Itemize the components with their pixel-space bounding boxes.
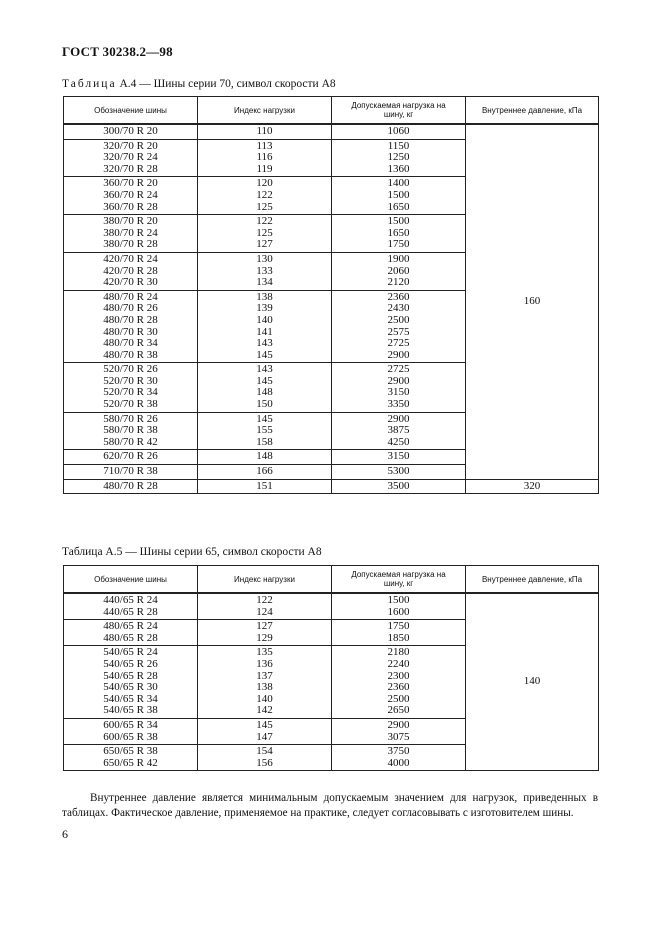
table-a4-load-kg-cell-line: 3350 bbox=[387, 398, 410, 411]
table-a4-load-index-cell bbox=[198, 215, 332, 253]
table-a5-load-kg-cell bbox=[332, 718, 466, 744]
table-a4-load-index-cell-line: 130 bbox=[256, 252, 273, 265]
table-a4-load-kg-cell-line: 1750 bbox=[387, 238, 410, 251]
table-a5-tire-cell-line: 540/65 R 38 bbox=[103, 704, 158, 717]
table-a5-col-pressure: Внутреннее давление, кПа bbox=[466, 566, 599, 594]
table-a4-load-kg-cell-line: 2060 bbox=[387, 264, 410, 277]
table-a5-load-kg-cell-line: 1750 bbox=[387, 620, 410, 633]
table-a5-load-kg-cell-line: 2240 bbox=[387, 657, 410, 670]
table-a4-tire-cell bbox=[64, 450, 198, 465]
table-a4-tire-cell-line: 580/70 R 42 bbox=[103, 435, 158, 448]
table-a4-load-index-cell-line: 113 bbox=[256, 139, 273, 152]
table-a5-load-kg-cell-line: 2180 bbox=[387, 646, 410, 659]
table-a4-last-row bbox=[64, 479, 599, 494]
table-a5-load-index-cell-line: 129 bbox=[256, 631, 273, 644]
table-a4-tire-cell-line: 520/70 R 26 bbox=[103, 363, 158, 376]
table-a4-load-index-cell-line: 140 bbox=[256, 313, 273, 326]
table-a5-pressure-cell: 140 bbox=[466, 593, 599, 771]
table-a4-load-kg-cell-line: 3150 bbox=[387, 450, 410, 463]
table-a5-load-kg-cell-line: 2360 bbox=[387, 681, 410, 694]
table-a5-load-index-cell-line: 138 bbox=[256, 681, 273, 694]
table-a4-tire-cell-line: 360/70 R 28 bbox=[103, 200, 158, 213]
table-a5-load-index-cell-line: 147 bbox=[256, 730, 273, 743]
table-a5-header-row bbox=[64, 566, 599, 594]
table-a5-load-index-cell bbox=[198, 646, 332, 719]
table-a4-load-kg-cell-line: 1060 bbox=[387, 125, 410, 137]
table-a5-load-index-cell-line: 140 bbox=[256, 692, 273, 705]
table-a4-load-kg-cell bbox=[332, 139, 466, 177]
table-a4-load-kg-cell bbox=[332, 465, 466, 480]
table-a5-tire-cell-line: 440/65 R 28 bbox=[103, 605, 158, 618]
table-a4-last-pressure-cell: 320 bbox=[466, 479, 599, 494]
table-a4-tire-cell-line: 320/70 R 24 bbox=[103, 151, 158, 164]
table-a4-load-kg-cell-line: 1250 bbox=[387, 151, 410, 164]
table-a5 bbox=[63, 565, 599, 771]
table-a5-col-load-kg-text: Допускаемая нагрузка на шину, кг bbox=[351, 570, 446, 588]
table-a5-tire-cell bbox=[64, 718, 198, 744]
table-a4-load-index-cell-line: 125 bbox=[256, 200, 273, 213]
table-a4-body bbox=[64, 124, 599, 494]
table-a4-tire-cell-line: 360/70 R 24 bbox=[103, 188, 158, 201]
table-a5-load-kg-cell-line: 3075 bbox=[387, 730, 410, 743]
table-a4-tire-cell-line: 480/70 R 30 bbox=[103, 325, 158, 338]
table-a4-tire-cell-line: 710/70 R 38 bbox=[103, 465, 158, 478]
table-a4-load-kg-cell-line: 1650 bbox=[387, 226, 410, 239]
table-a4-load-kg-cell bbox=[332, 124, 466, 139]
table-a4-tire-cell bbox=[64, 139, 198, 177]
table-a4-load-index-cell bbox=[198, 290, 332, 363]
table-a5-caption: Таблица А.5 — Шины серии 65, символ скорости А8 bbox=[62, 546, 322, 558]
table-a4-load-index-cell bbox=[198, 252, 332, 290]
table-a4-tire-cell bbox=[64, 290, 198, 363]
table-a4-load-kg-cell-line: 2900 bbox=[387, 412, 410, 425]
table-a5-load-index-cell-line: 136 bbox=[256, 657, 273, 670]
table-a4-load-kg-cell-line: 1900 bbox=[387, 252, 410, 265]
table-a4-load-index-cell-line: 122 bbox=[256, 188, 273, 201]
table-a4-load-index-cell-line: 148 bbox=[256, 450, 273, 463]
table-a4-load-kg-cell-line: 1360 bbox=[387, 162, 410, 175]
table-a4-tire-cell-line: 420/70 R 24 bbox=[103, 252, 158, 265]
table-a4-last-load-kg-cell: 3500 bbox=[332, 479, 466, 494]
table-a4-row-group bbox=[64, 124, 599, 139]
table-a4-tire-cell bbox=[64, 252, 198, 290]
table-a4-load-kg-cell-line: 2360 bbox=[387, 290, 410, 303]
table-a5-load-index-cell-line: 135 bbox=[256, 646, 273, 659]
table-a4-load-kg-cell-line: 2900 bbox=[387, 348, 410, 361]
table-a5-load-kg-cell bbox=[332, 593, 466, 620]
table-a4-tire-cell-line: 420/70 R 28 bbox=[103, 264, 158, 277]
table-a5-tire-cell-line: 540/65 R 28 bbox=[103, 669, 158, 682]
table-a4-load-kg-cell-line: 2575 bbox=[387, 325, 410, 338]
table-a4-load-index-cell bbox=[198, 177, 332, 215]
table-a5-load-kg-cell-line: 3750 bbox=[387, 745, 410, 758]
document-header: ГОСТ 30238.2—98 bbox=[62, 44, 173, 59]
table-a4-load-index-cell-line: 122 bbox=[256, 215, 273, 228]
table-a4-load-index-cell-line: 133 bbox=[256, 264, 273, 277]
table-a5-load-kg-cell bbox=[332, 620, 466, 646]
table-a4-load-kg-cell-line: 2120 bbox=[387, 276, 410, 289]
table-a5-row-group bbox=[64, 593, 599, 620]
table-a4-load-kg-cell-line: 3875 bbox=[387, 424, 410, 437]
table-a5-tire-cell bbox=[64, 620, 198, 646]
table-a4-tire-cell bbox=[64, 124, 198, 139]
table-a4-load-index-cell-line: 145 bbox=[256, 412, 273, 425]
table-a4 bbox=[63, 96, 599, 494]
table-a5-tire-cell bbox=[64, 646, 198, 719]
table-a4-caption-label: Таблица bbox=[62, 78, 117, 90]
table-a5-load-index-cell-line: 122 bbox=[256, 594, 273, 606]
table-a5-tire-cell-line: 650/65 R 42 bbox=[103, 756, 158, 769]
table-a4-tire-cell-line: 480/70 R 24 bbox=[103, 290, 158, 303]
table-a4-load-kg-cell-line: 2900 bbox=[387, 374, 410, 387]
table-a5-col-load-index: Индекс нагрузки bbox=[198, 566, 332, 594]
table-a4-load-index-cell-line: 145 bbox=[256, 348, 273, 361]
table-a5-load-index-cell-line: 127 bbox=[256, 620, 273, 633]
table-a4-load-kg-cell-line: 5300 bbox=[387, 465, 410, 478]
table-a4-load-index-cell-line: 150 bbox=[256, 398, 273, 411]
table-a5-load-kg-cell-line: 1600 bbox=[387, 605, 410, 618]
table-a5-load-kg-cell bbox=[332, 745, 466, 771]
table-a5-col-load-kg bbox=[332, 566, 466, 594]
table-a5-tire-cell-line: 540/65 R 26 bbox=[103, 657, 158, 670]
table-a4-load-index-cell-line: 139 bbox=[256, 302, 273, 315]
table-a5-load-kg-cell-line: 2300 bbox=[387, 669, 410, 682]
table-a5-load-kg-cell-line: 1500 bbox=[387, 594, 410, 606]
table-a5-load-index-cell bbox=[198, 620, 332, 646]
table-a4-tire-cell-line: 620/70 R 26 bbox=[103, 450, 158, 463]
table-a5-load-kg-cell-line: 1850 bbox=[387, 631, 410, 644]
table-a4-load-index-cell bbox=[198, 124, 332, 139]
table-a4-caption bbox=[62, 78, 336, 90]
table-a4-tire-cell bbox=[64, 412, 198, 450]
table-a4-load-kg-cell-line: 1500 bbox=[387, 215, 410, 228]
table-a4-tire-cell-line: 520/70 R 38 bbox=[103, 398, 158, 411]
table-a4-load-kg-cell bbox=[332, 215, 466, 253]
table-a4-load-index-cell-line: 166 bbox=[256, 465, 273, 478]
table-a4-load-index-cell-line: 155 bbox=[256, 424, 273, 437]
table-a5-tire-cell-line: 480/65 R 24 bbox=[103, 620, 158, 633]
table-a4-tire-cell-line: 360/70 R 20 bbox=[103, 177, 158, 190]
table-a5-load-kg-cell-line: 2500 bbox=[387, 692, 410, 705]
table-a4-tire-cell-line: 420/70 R 30 bbox=[103, 276, 158, 289]
table-a4-load-index-cell-line: 119 bbox=[256, 162, 273, 175]
table-a4-load-index-cell-line: 138 bbox=[256, 290, 273, 303]
table-a4-load-index-cell-line: 158 bbox=[256, 435, 273, 448]
table-a5-load-index-cell-line: 145 bbox=[256, 718, 273, 731]
table-a4-load-kg-cell-line: 1150 bbox=[387, 139, 410, 152]
table-a4-tire-cell-line: 380/70 R 24 bbox=[103, 226, 158, 239]
table-a5-load-kg-cell bbox=[332, 646, 466, 719]
table-a5-tire-cell-line: 600/65 R 38 bbox=[103, 730, 158, 743]
table-a4-tire-cell-line: 520/70 R 30 bbox=[103, 374, 158, 387]
table-a5-tire-cell-line: 540/65 R 24 bbox=[103, 646, 158, 659]
table-a4-load-kg-cell-line: 3150 bbox=[387, 386, 410, 399]
table-a4-load-index-cell-line: 110 bbox=[256, 125, 273, 137]
table-a4-tire-cell-line: 480/70 R 38 bbox=[103, 348, 158, 361]
table-a4-load-kg-cell bbox=[332, 450, 466, 465]
table-a4-load-index-cell-line: 145 bbox=[256, 374, 273, 387]
table-a4-load-kg-cell-line: 4250 bbox=[387, 435, 410, 448]
table-a4-load-kg-cell bbox=[332, 290, 466, 363]
table-a4-load-index-cell-line: 143 bbox=[256, 363, 273, 376]
table-a4-load-kg-cell-line: 2725 bbox=[387, 363, 410, 376]
table-a5-tire-cell bbox=[64, 593, 198, 620]
table-a5-load-index-cell-line: 154 bbox=[256, 745, 273, 758]
table-a4-load-index-cell bbox=[198, 465, 332, 480]
table-a4-load-kg-cell-line: 2500 bbox=[387, 313, 410, 326]
page-number: 6 bbox=[62, 827, 68, 841]
table-a4-load-index-cell-line: 148 bbox=[256, 386, 273, 399]
table-a5-tire-cell-line: 440/65 R 24 bbox=[103, 594, 158, 606]
table-a4-col-tire: Обозначение шины bbox=[64, 97, 198, 125]
table-a4-tire-cell bbox=[64, 465, 198, 480]
table-a4-tire-cell bbox=[64, 215, 198, 253]
table-a4-tire-cell-line: 580/70 R 38 bbox=[103, 424, 158, 437]
table-a4-load-index-cell-line: 134 bbox=[256, 276, 273, 289]
table-a4-caption-text: А.4 — Шины серии 70, символ скорости А8 bbox=[119, 78, 336, 90]
table-a5-tire-cell-line: 540/65 R 34 bbox=[103, 692, 158, 705]
table-a4-load-kg-cell bbox=[332, 412, 466, 450]
table-a5-tire-cell-line: 540/65 R 30 bbox=[103, 681, 158, 694]
table-a5-load-kg-cell-line: 2650 bbox=[387, 704, 410, 717]
table-a5-load-kg-cell-line: 4000 bbox=[387, 756, 410, 769]
table-a4-load-index-cell-line: 141 bbox=[256, 325, 273, 338]
table-a5-load-index-cell-line: 156 bbox=[256, 756, 273, 769]
table-a4-load-index-cell bbox=[198, 412, 332, 450]
table-a4-load-kg-cell-line: 1650 bbox=[387, 200, 410, 213]
table-a4-col-load-kg bbox=[332, 97, 466, 125]
table-a4-tire-cell bbox=[64, 363, 198, 412]
table-a5-load-index-cell-line: 142 bbox=[256, 704, 273, 717]
table-a4-load-kg-cell bbox=[332, 363, 466, 412]
table-a4-tire-cell-line: 380/70 R 20 bbox=[103, 215, 158, 228]
table-a5-tire-cell-line: 600/65 R 34 bbox=[103, 718, 158, 731]
table-a4-tire-cell-line: 480/70 R 28 bbox=[103, 313, 158, 326]
table-a4-load-index-cell bbox=[198, 450, 332, 465]
table-a4-load-kg-cell-line: 2725 bbox=[387, 337, 410, 350]
table-a4-col-load-kg-text: Допускаемая нагрузка на шину, кг bbox=[351, 101, 446, 119]
table-a5-load-index-cell-line: 124 bbox=[256, 605, 273, 618]
table-a4-load-index-cell-line: 116 bbox=[256, 151, 273, 164]
table-a5-load-index-cell bbox=[198, 745, 332, 771]
table-a4-tire-cell-line: 320/70 R 28 bbox=[103, 162, 158, 175]
table-a4-last-load-index-cell: 151 bbox=[198, 479, 332, 494]
table-a4-load-index-cell-line: 125 bbox=[256, 226, 273, 239]
table-a5-load-index-cell-line: 137 bbox=[256, 669, 273, 682]
table-a4-tire-cell-line: 480/70 R 26 bbox=[103, 302, 158, 315]
table-a4-load-kg-cell bbox=[332, 252, 466, 290]
table-a4-header-row bbox=[64, 97, 599, 125]
footnote: Внутреннее давление является минимальным допускаемым значением для нагрузок, приведенных в таблицах. Фактическое давление, применяемое на практике, следует согласовывать с изготовителем шины. bbox=[62, 792, 598, 819]
table-a4-load-kg-cell-line: 1400 bbox=[387, 177, 410, 190]
table-a4-load-index-cell-line: 127 bbox=[256, 238, 273, 251]
table-a4-load-index-cell bbox=[198, 139, 332, 177]
table-a4-load-index-cell bbox=[198, 363, 332, 412]
table-a5-tire-cell-line: 480/65 R 28 bbox=[103, 631, 158, 644]
table-a4-pressure-cell: 160 bbox=[466, 124, 599, 479]
table-a4-load-index-cell-line: 120 bbox=[256, 177, 273, 190]
table-a4-load-kg-cell-line: 2430 bbox=[387, 302, 410, 315]
table-a5-load-kg-cell-line: 2900 bbox=[387, 718, 410, 731]
table-a4-tire-cell-line: 380/70 R 28 bbox=[103, 238, 158, 251]
table-a5-load-index-cell bbox=[198, 593, 332, 620]
table-a4-last-tire-cell: 480/70 R 28 bbox=[64, 479, 198, 494]
table-a5-tire-cell bbox=[64, 745, 198, 771]
table-a4-col-load-index: Индекс нагрузки bbox=[198, 97, 332, 125]
table-a4-tire-cell-line: 480/70 R 34 bbox=[103, 337, 158, 350]
table-a4-tire-cell-line: 580/70 R 26 bbox=[103, 412, 158, 425]
table-a4-load-kg-cell bbox=[332, 177, 466, 215]
table-a4-load-index-cell-line: 143 bbox=[256, 337, 273, 350]
table-a4-tire-cell bbox=[64, 177, 198, 215]
table-a5-body bbox=[64, 593, 599, 771]
table-a4-tire-cell-line: 520/70 R 34 bbox=[103, 386, 158, 399]
table-a5-col-tire: Обозначение шины bbox=[64, 566, 198, 594]
table-a4-tire-cell-line: 320/70 R 20 bbox=[103, 139, 158, 152]
table-a4-load-kg-cell-line: 1500 bbox=[387, 188, 410, 201]
table-a5-load-index-cell bbox=[198, 718, 332, 744]
table-a4-tire-cell-line: 300/70 R 20 bbox=[103, 125, 158, 137]
table-a5-tire-cell-line: 650/65 R 38 bbox=[103, 745, 158, 758]
table-a4-col-pressure: Внутреннее давление, кПа bbox=[466, 97, 599, 125]
